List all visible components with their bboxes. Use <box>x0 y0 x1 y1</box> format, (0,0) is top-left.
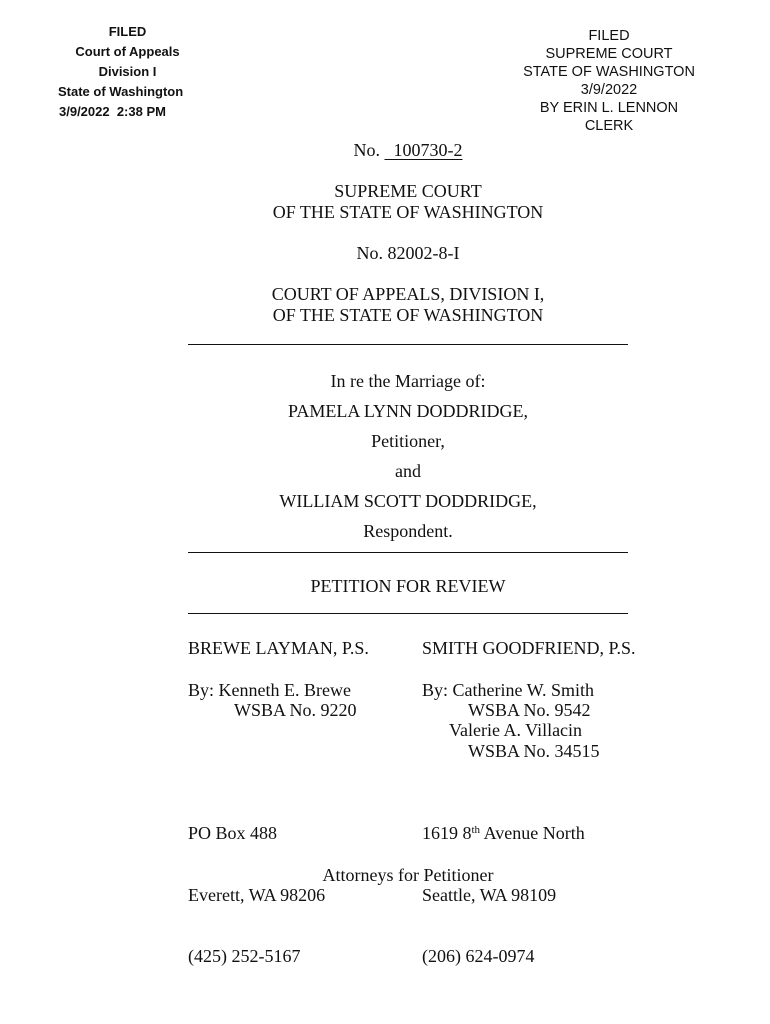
stamp-line: STATE OF WASHINGTON <box>523 64 695 80</box>
counsel-right-firm: SMITH GOODFRIEND, P.S. <box>422 638 636 658</box>
stamp-line: Division I <box>98 64 157 79</box>
petitioner-role: Petitioner, <box>371 431 445 451</box>
respondent-name: WILLIAM SCOTT DODDRIDGE, <box>279 491 537 511</box>
counsel-left-wsba: WSBA No. 9220 <box>234 700 357 720</box>
court-of-appeals-heading <box>188 284 628 326</box>
caption-intro: In re the Marriage of: <box>330 371 486 391</box>
stamp-line: 3/9/2022 2:38 PM <box>59 104 166 119</box>
stamp-line: BY ERIN L. LENNON <box>539 100 679 116</box>
stamp-line: Court of Appeals <box>75 44 180 59</box>
counsel-left-firm: BREWE LAYMAN, P.S. <box>188 638 369 658</box>
phone-number: (425) 252-5167 <box>188 946 301 966</box>
stamp-line: State of Washington <box>58 84 184 99</box>
court-name-line: OF THE STATE OF WASHINGTON <box>272 202 544 222</box>
stamp-line: FILED <box>588 28 630 44</box>
phone-number: (206) 624-0974 <box>422 946 535 966</box>
court-of-appeals-filing-stamp <box>50 22 205 122</box>
supreme-court-heading <box>188 181 628 223</box>
counsel-right-wsba: WSBA No. 9542 <box>468 700 591 720</box>
counsel-left-attorney: By: Kenneth E. Brewe <box>188 680 351 700</box>
stamp-line: FILED <box>108 24 147 39</box>
caption-conjunction: and <box>395 461 421 481</box>
document-title: PETITION FOR REVIEW <box>310 576 506 596</box>
counsel-right-second-wsba: WSBA No. 34515 <box>468 741 600 761</box>
court-name-line: SUPREME COURT <box>334 181 482 201</box>
case-number-label: No. <box>353 140 380 160</box>
respondent-role: Respondent. <box>363 521 453 541</box>
case-caption <box>188 366 628 546</box>
divider-line <box>188 552 628 553</box>
stamp-line: CLERK <box>584 118 634 134</box>
court-name-line: COURT OF APPEALS, DIVISION I, <box>271 284 545 304</box>
court-name-line: OF THE STATE OF WASHINGTON <box>272 305 544 325</box>
petitioner-name: PAMELA LYNN DODDRIDGE, <box>287 401 529 421</box>
case-number-value: 100730-2 <box>393 140 463 160</box>
counsel-right-attorney: By: Catherine W. Smith <box>422 680 595 700</box>
appeals-case-number: No. 82002-8-I <box>356 243 460 263</box>
stamp-line: SUPREME COURT <box>545 46 673 62</box>
address-line: Seattle, WA 98109 <box>422 884 557 905</box>
supreme-court-case-number <box>188 140 628 161</box>
supreme-court-filing-stamp <box>510 27 708 135</box>
counsel-right-second-attorney: Valerie A. Villacin <box>449 720 583 740</box>
stamp-line: 3/9/2022 <box>580 82 638 98</box>
address-line: 1619 8th Avenue North <box>422 823 585 843</box>
attorneys-for-petitioner: Attorneys for Petitioner <box>322 865 494 885</box>
divider-line <box>188 344 628 345</box>
address-line: PO Box 488 <box>188 823 278 843</box>
address-line: Everett, WA 98206 <box>188 884 326 905</box>
divider-line <box>188 613 628 614</box>
